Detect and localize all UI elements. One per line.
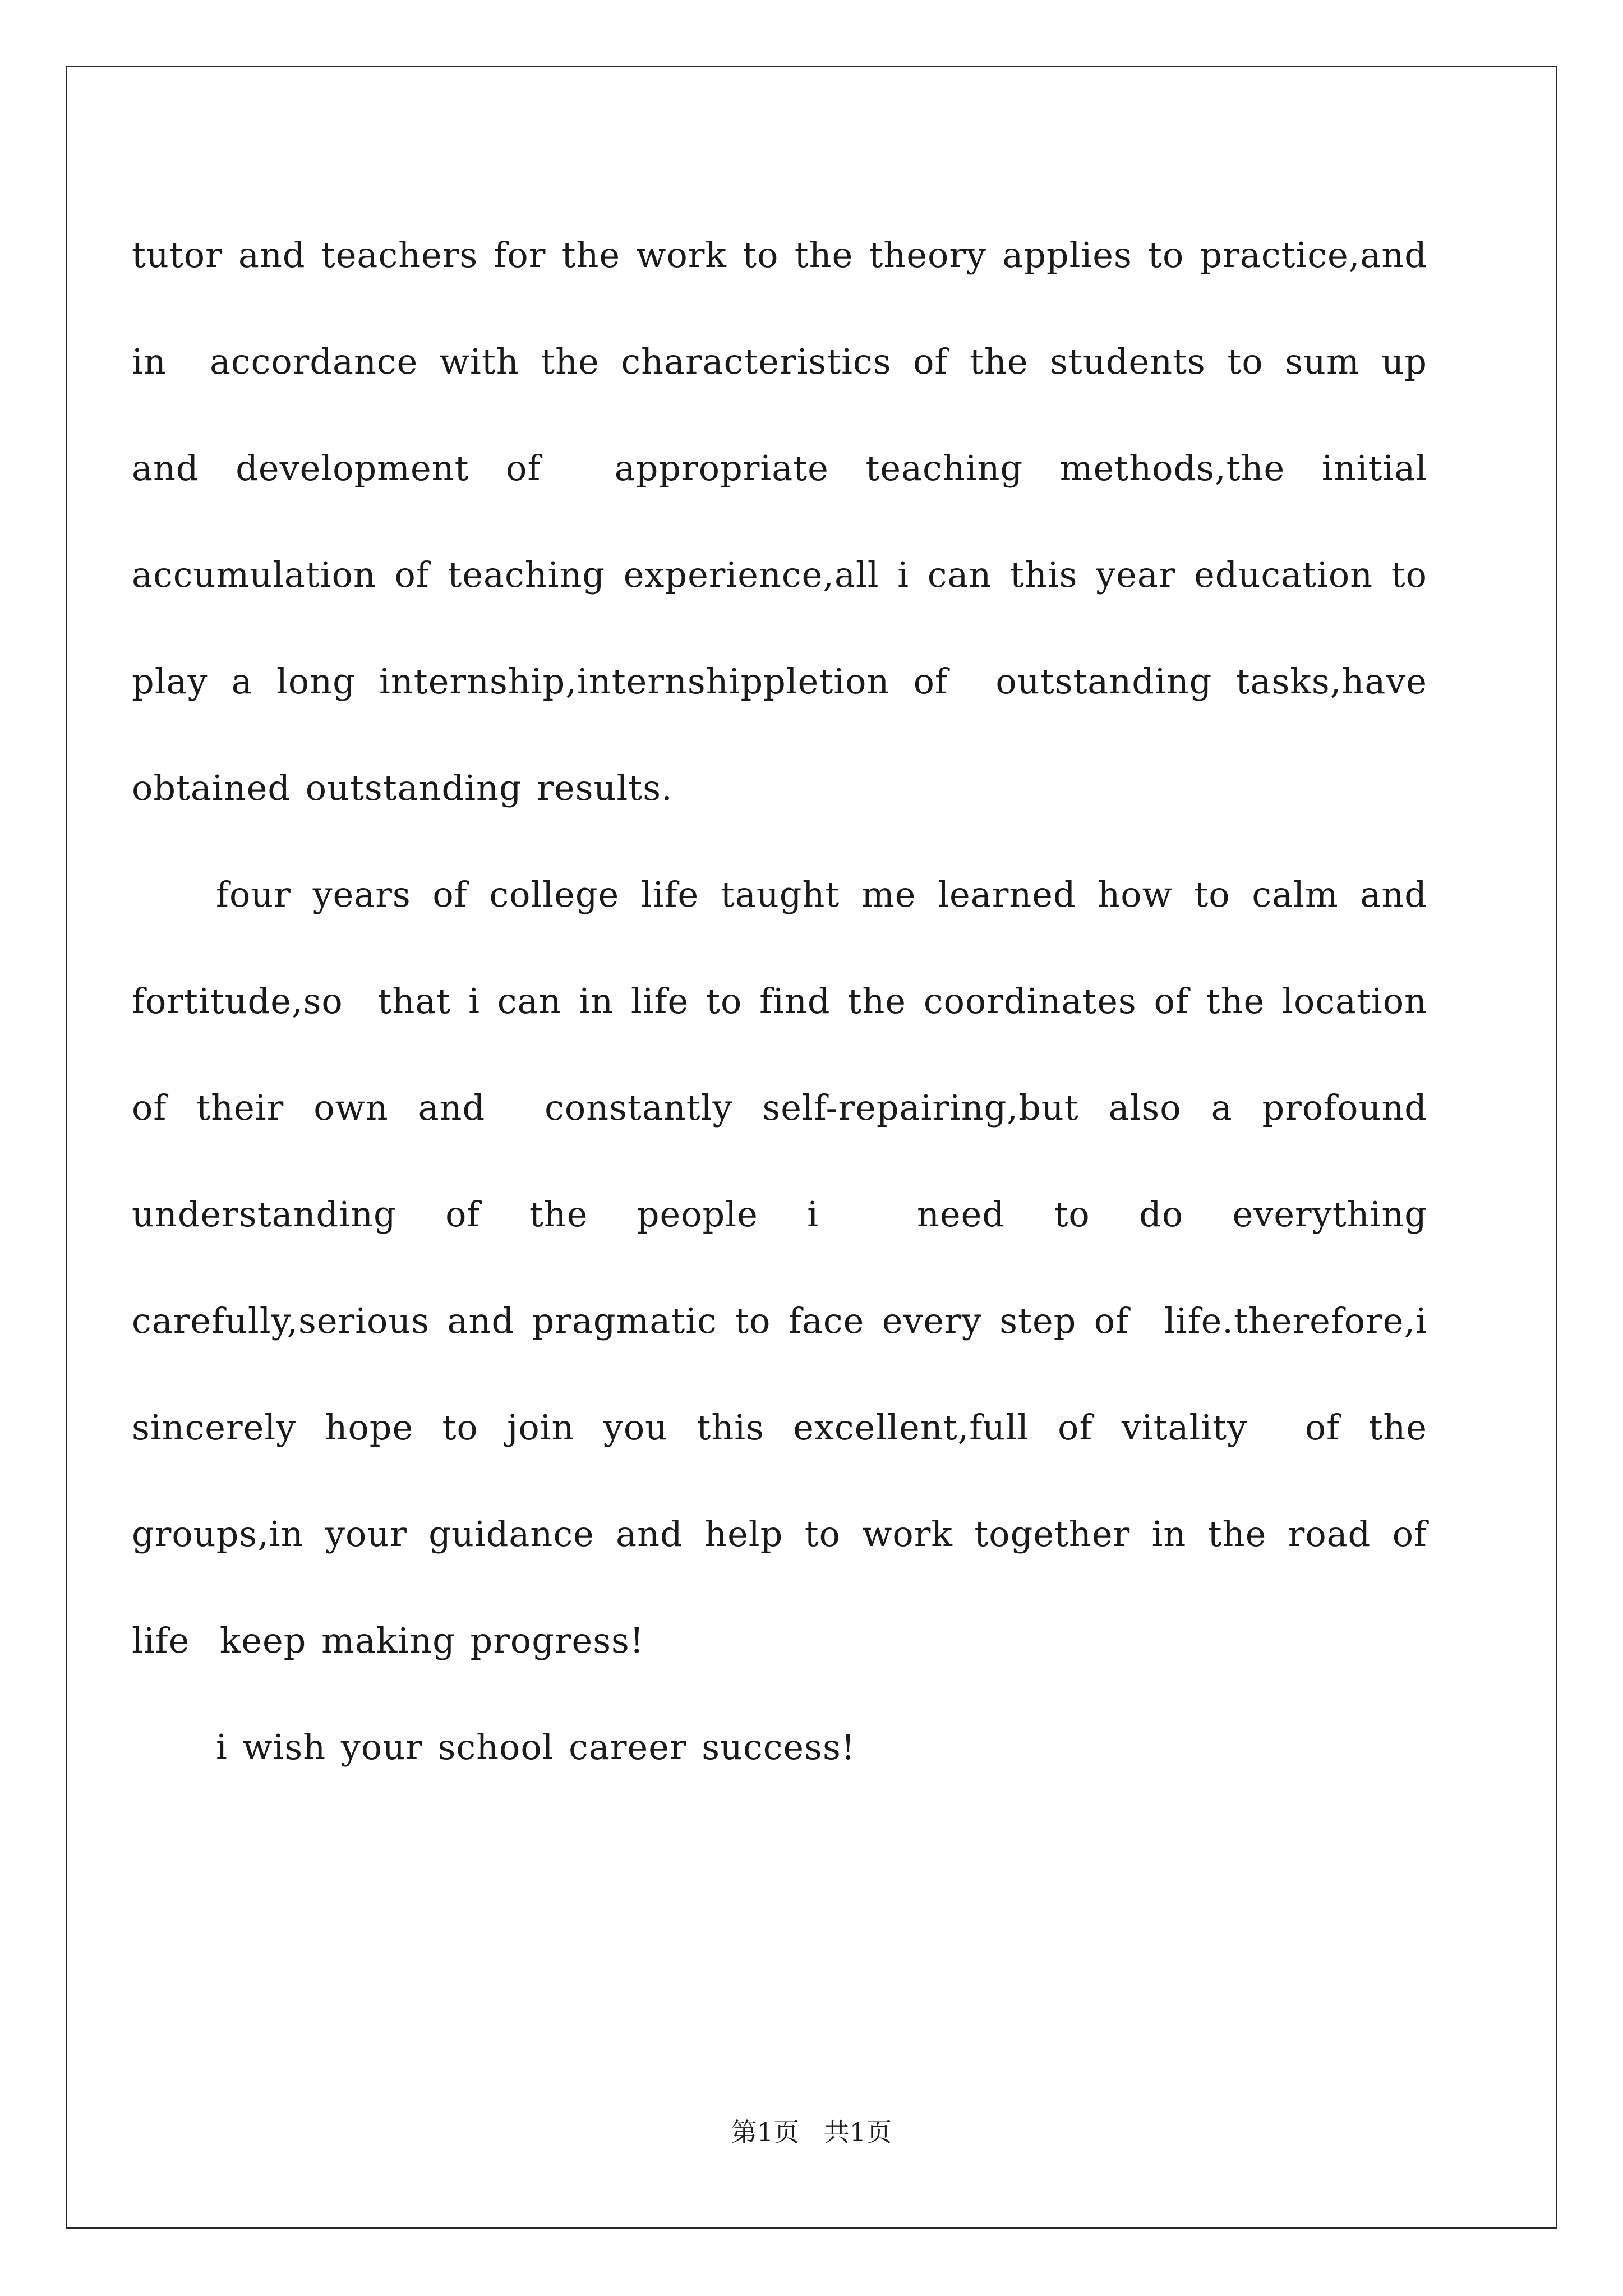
paragraph-closing-wish: i wish your school career success! (216, 1727, 856, 1768)
paragraph-internship: tutor and teachers for the work to the theory applies to practice,and in accordance with the characteristics of the students to sum up and development of appropriate teaching methods,the initial accumulation of teaching experience,all i can this year education to play a long internship,internshippletion of outstanding tasks,have obtained outstanding results. (132, 234, 1442, 808)
letter-body (132, 202, 1442, 1801)
page-footer: 第1页 共1页 (731, 2117, 892, 2147)
paragraph-college-life: four years of college life taught me learned how to calm and fortitude,so that i can in life to find the coordinates of the location of their own and constantly self-repairing,but also a profound understanding of the people i need to do everything carefully,serious and pragmatic to face every step of life.therefore,i sincerely hope to join you this excellent,full of vitality of the groups,in your guidance and help to work together in the road of life keep making progress! (132, 874, 1442, 1661)
